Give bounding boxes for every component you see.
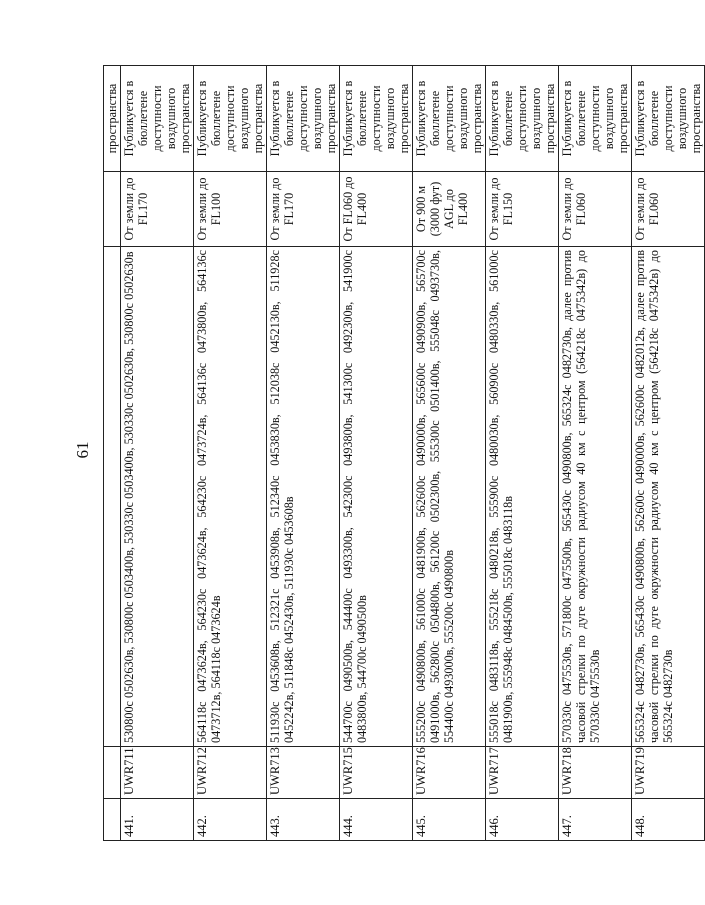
vertical-limits: От 900 м (3000 фут) AGL до FL400 <box>413 172 486 247</box>
zone-boundary: 530800с 0502630в, 530800с 0503400в, 530330с 0503400в, 530330с 0502630в, 530800с 0502630в <box>121 247 194 747</box>
table-row-continuation <box>104 66 121 841</box>
vertical-limits: От земли до FL060 <box>632 172 705 247</box>
zone-boundary: 565324с 0482730в, 565430с 0490800в, 562600с 0490000в, 562600с 0482012в, далее против часовой стрелки по дуге окружности радиусом 40 км с центром (564218с 0475342в) до 565324с 0482730в <box>632 247 705 747</box>
zone-code: UWR713 <box>267 747 340 799</box>
table-row <box>486 66 559 841</box>
zone-code: UWR712 <box>194 747 267 799</box>
row-number: 442. <box>194 799 267 841</box>
table-row <box>267 66 340 841</box>
vertical-limits: От земли до FL170 <box>267 172 340 247</box>
row-number: 445. <box>413 799 486 841</box>
zone-code: UWR716 <box>413 747 486 799</box>
row-number: 448. <box>632 799 705 841</box>
table-row <box>632 66 705 841</box>
airspace-table <box>103 65 705 841</box>
publication-note: Публикуется в бюллетене доступности воздушного пространства <box>486 66 559 172</box>
zone-boundary: 511930с 0453608в, 512321с 0453908в, 512340с 0453830в, 512038с 0452130в, 511928с 0452242в, 511848с 0452430в, 511930с 0453608в <box>267 247 340 747</box>
row-number: 444. <box>340 799 413 841</box>
zone-boundary: 564118с 0473624в, 564230с 0473624в, 564230с 0473724в, 564136с 0473800в, 564136с 0473712в, 564118с 0473624в <box>194 247 267 747</box>
publication-note: Публикуется в бюллетене доступности воздушного пространства <box>194 66 267 172</box>
vertical-limits: От земли до FL150 <box>486 172 559 247</box>
publication-note: Публикуется в бюллетене доступности воздушного пространства <box>632 66 705 172</box>
table-row <box>413 66 486 841</box>
row-number: 447. <box>559 799 632 841</box>
zone-boundary: 555018с 0483118в, 555218с 0480218в, 555900с 0480030в, 560900с 0480330в, 561000с 0481900в, 555948с 0484500в, 555018с 0483118в <box>486 247 559 747</box>
vertical-limits: От земли до FL060 <box>559 172 632 247</box>
row-number: 446. <box>486 799 559 841</box>
table-row <box>559 66 632 841</box>
zone-boundary: 544700с 0490500в, 544400с 0493300в, 542300с 0493800в, 541300с 0492300в, 541900с 0483800в, 544700с 0490500в <box>340 247 413 747</box>
zone-code: UWR715 <box>340 747 413 799</box>
table-row <box>340 66 413 841</box>
publication-note: Публикуется в бюллетене доступности воздушного пространства <box>267 66 340 172</box>
zone-code: UWR711 <box>121 747 194 799</box>
zone-code: UWR719 <box>632 747 705 799</box>
zone-code: UWR717 <box>486 747 559 799</box>
vertical-limits: От земли до FL170 <box>121 172 194 247</box>
page-number: 61 <box>73 441 92 459</box>
vertical-limits: От FL060 до FL400 <box>340 172 413 247</box>
publication-note: Публикуется в бюллетене доступности воздушного пространства <box>413 66 486 172</box>
zone-code: UWR718 <box>559 747 632 799</box>
zone-boundary: 555200с 0490800в, 561000с 0481900в, 562600с 0490000в, 565600с 0490900в, 565700с 0491000в, 562800с 0504800в, 561200с 0502300в, 555300с 0501400в, 555048с 0493730в, 554400с 0493000в, 555200с 0490800в <box>413 247 486 747</box>
zone-boundary: 570330с 0475530в, 571800с 0475500в, 565430с 0490800в, 565324с 0482730в, далее против часовой стрелки по дуге окружности радиусом 40 км с центром (564218с 0475342в) до 570330с 0475530в <box>559 247 632 747</box>
rotated-table-wrapper <box>103 66 703 841</box>
table-row <box>194 66 267 841</box>
vertical-limits: От земли до FL100 <box>194 172 267 247</box>
continuation-text: пространства <box>104 66 121 172</box>
row-number: 443. <box>267 799 340 841</box>
table-row <box>121 66 194 841</box>
publication-note: Публикуется в бюллетене доступности воздушного пространства <box>121 66 194 172</box>
publication-note: Публикуется в бюллетене доступности воздушного пространства <box>559 66 632 172</box>
publication-note: Публикуется в бюллетене доступности воздушного пространства <box>340 66 413 172</box>
row-number: 441. <box>121 799 194 841</box>
